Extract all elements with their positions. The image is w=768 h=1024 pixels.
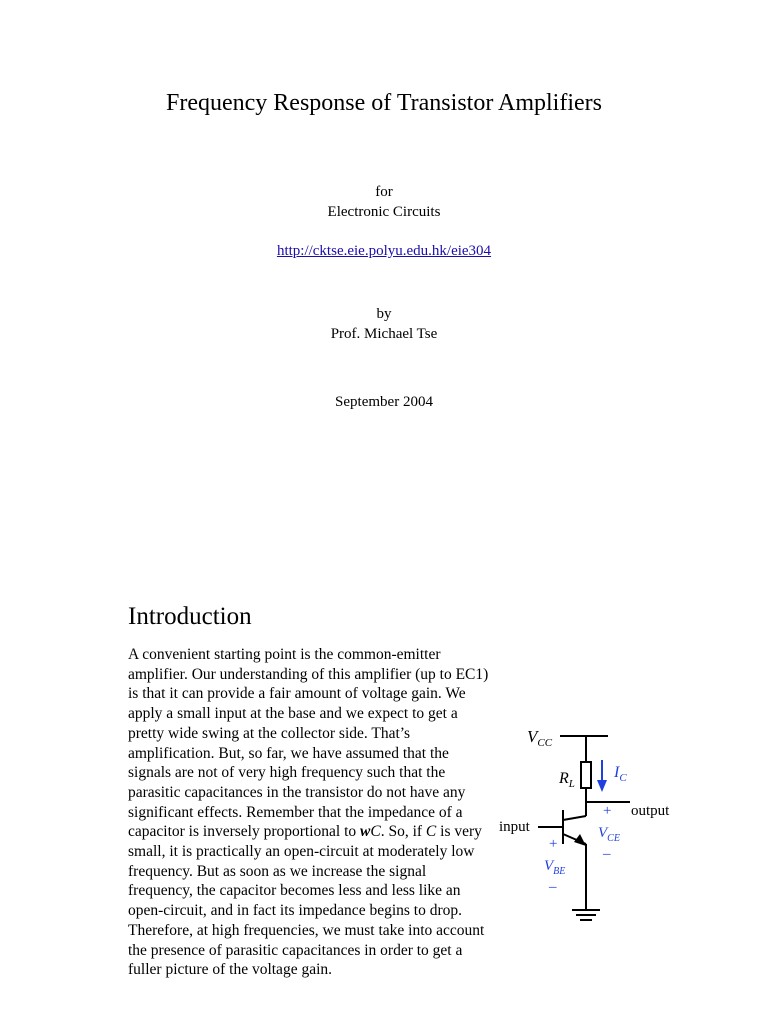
capacitance-symbol: C <box>370 823 381 841</box>
omega-symbol: w <box>360 823 371 841</box>
input-label: input <box>499 819 530 835</box>
publication-date: September 2004 <box>335 394 433 410</box>
vce-label: $V_{CE}$ <box>598 825 620 844</box>
intro-text-part3: is very small, it is practically an open-circuit at moderately low frequency. But as soon as we increase the signal frequency, the capacitor becomes less and less like an open-circuit, and in fact its impedance begins to drop. Therefore, at high frequencies, we must take into account the presence of parasitic capacitances in order to get a fuller picture of the voltage gain. <box>128 823 485 979</box>
transistor-collector-lead <box>563 816 586 820</box>
emitter-arrow-icon <box>574 834 586 846</box>
output-label: output <box>631 803 670 819</box>
capacitance-symbol-2: C <box>425 823 437 841</box>
intro-text-part2: . So, if <box>380 823 426 841</box>
intro-paragraph <box>128 645 490 980</box>
document-title: Frequency Response of Transistor Amplifiers <box>166 90 602 116</box>
course-url-link[interactable]: http://cktse.eie.polyu.edu.hk/eie304 <box>276 243 492 259</box>
vce-minus: – <box>603 846 611 862</box>
current-arrow-head-icon <box>597 780 607 792</box>
vbe-label: $V_{BE}$ <box>544 858 566 877</box>
by-label: by <box>376 306 392 322</box>
vbe-plus: + <box>549 836 558 852</box>
course-name: Electronic Circuits <box>327 204 441 220</box>
load-resistor <box>581 762 591 788</box>
for-label: for <box>375 184 393 200</box>
vce-plus: + <box>603 803 612 819</box>
vbe-minus: – <box>549 879 557 895</box>
common-emitter-circuit-diagram <box>490 720 690 930</box>
intro-text-part1: A convenient starting point is the common-emitter amplifier. Our understanding of this amplifier (up to EC1) is that it can provide a fair amount of voltage gain. We apply a small input at the base and we expect to get a pretty wide swing at the collector side. That’s amplification. But, so far, we have assumed that the signals are not of very high frequency such that the parasitic capacitances in the transistor do not have any significant effects. Remember that the impedance of a capacitor is inversely proportional to <box>128 646 489 841</box>
section-heading-introduction: Introduction <box>128 603 252 630</box>
url-line <box>0 243 768 260</box>
ic-label: $I_C$ <box>614 764 627 784</box>
vcc-label: $V_{CC}$ <box>527 727 553 749</box>
rl-label: $R_L$ <box>559 770 575 790</box>
author-name: Prof. Michael Tse <box>330 326 438 342</box>
